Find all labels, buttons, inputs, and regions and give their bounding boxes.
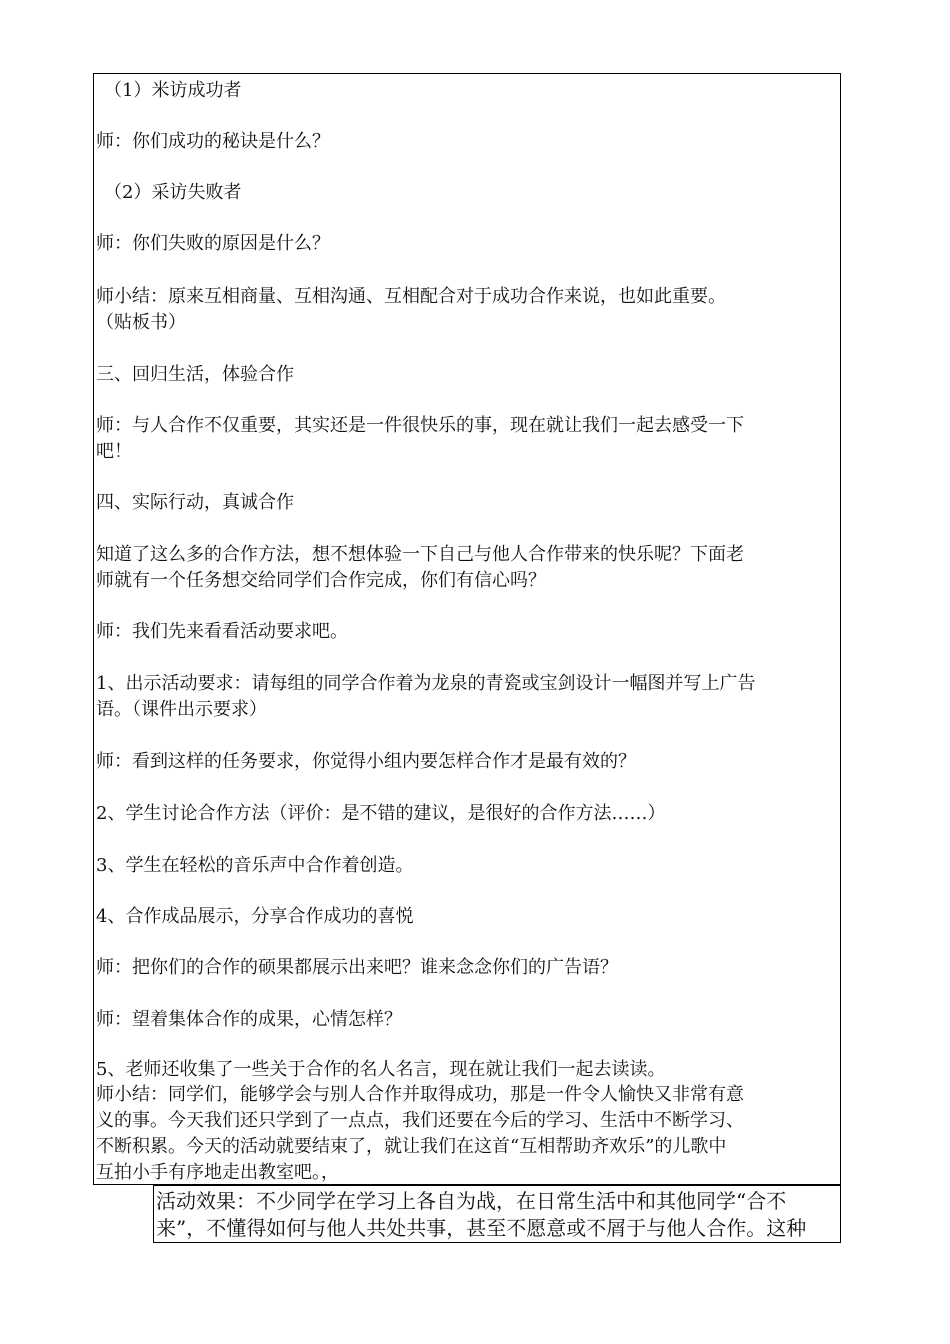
text-line: 1、出示活动要求：请每组的同学合作着为龙泉的青瓷或宝剑设计一幅图并写上广告 bbox=[96, 673, 756, 694]
text-line: 5、老师还收集了一些关于合作的名人名言，现在就让我们一起去读读。 bbox=[96, 1059, 666, 1080]
effect-line: 来”，不懂得如何与他人共处共事，甚至不愿意或不屑于与他人合作。这种 bbox=[156, 1216, 807, 1240]
text-line: 师：你们失败的原因是什么？ bbox=[96, 233, 330, 254]
text-line: 师：你们成功的秘诀是什么？ bbox=[96, 131, 330, 152]
text-line: 师：把你们的合作的硕果都展示出来吧？谁来念念你们的广告语？ bbox=[96, 957, 618, 978]
text-line: 师：看到这样的任务要求，你觉得小组内要怎样合作才是最有效的？ bbox=[96, 751, 636, 772]
section-heading: 四、实际行动，真诚合作 bbox=[96, 492, 294, 513]
text-line: 不断积累。今天的活动就要结束了，就让我们在这首“互相帮助齐欢乐”的儿歌中 bbox=[96, 1136, 727, 1157]
text-line: 师就有一个任务想交给同学们合作完成，你们有信心吗？ bbox=[96, 570, 546, 591]
text-line: （1）米访成功者 bbox=[104, 80, 242, 101]
text-line: 2、学生讨论合作方法（评价：是不错的建议，是很好的合作方法……） bbox=[96, 803, 666, 824]
text-line: （2）采访失败者 bbox=[104, 182, 242, 203]
text-line: 师：与人合作不仅重要，其实还是一件很快乐的事，现在就让我们一起去感受一下 bbox=[96, 415, 744, 436]
lesson-text-box bbox=[93, 73, 841, 1185]
text-line: 吧！ bbox=[96, 441, 132, 462]
text-line: 4、合作成品展示，分享合作成功的喜悦 bbox=[96, 906, 414, 927]
text-line: 师：望着集体合作的成果，心情怎样？ bbox=[96, 1009, 402, 1030]
text-line: 师小结：同学们，能够学会与别人合作并取得成功，那是一件令人愉快又非常有意 bbox=[96, 1084, 744, 1105]
text-line: 互拍小手有序地走出教室吧。， bbox=[96, 1162, 339, 1183]
text-line: 义的事。今天我们还只学到了一点点，我们还要在今后的学习、生活中不断学习、 bbox=[96, 1110, 744, 1131]
effect-line: 活动效果：不少同学在学习上各自为战，在日常生活中和其他同学“合不 bbox=[156, 1189, 787, 1213]
text-line: 师：我们先来看看活动要求吧。 bbox=[96, 621, 348, 642]
text-line: （贴板书） bbox=[96, 312, 186, 333]
text-line: 3、学生在轻松的音乐声中合作着创造。 bbox=[96, 855, 414, 876]
section-heading: 三、回归生活，体验合作 bbox=[96, 364, 294, 385]
text-line: 语。（课件出示要求） bbox=[96, 699, 267, 720]
text-line: 知道了这么多的合作方法，想不想体验一下自己与他人合作带来的快乐呢？下面老 bbox=[96, 544, 744, 565]
activity-effect-box bbox=[153, 1185, 841, 1243]
text-line: 师小结：原来互相商量、互相沟通、互相配合对于成功合作来说，也如此重要。 bbox=[96, 286, 726, 307]
